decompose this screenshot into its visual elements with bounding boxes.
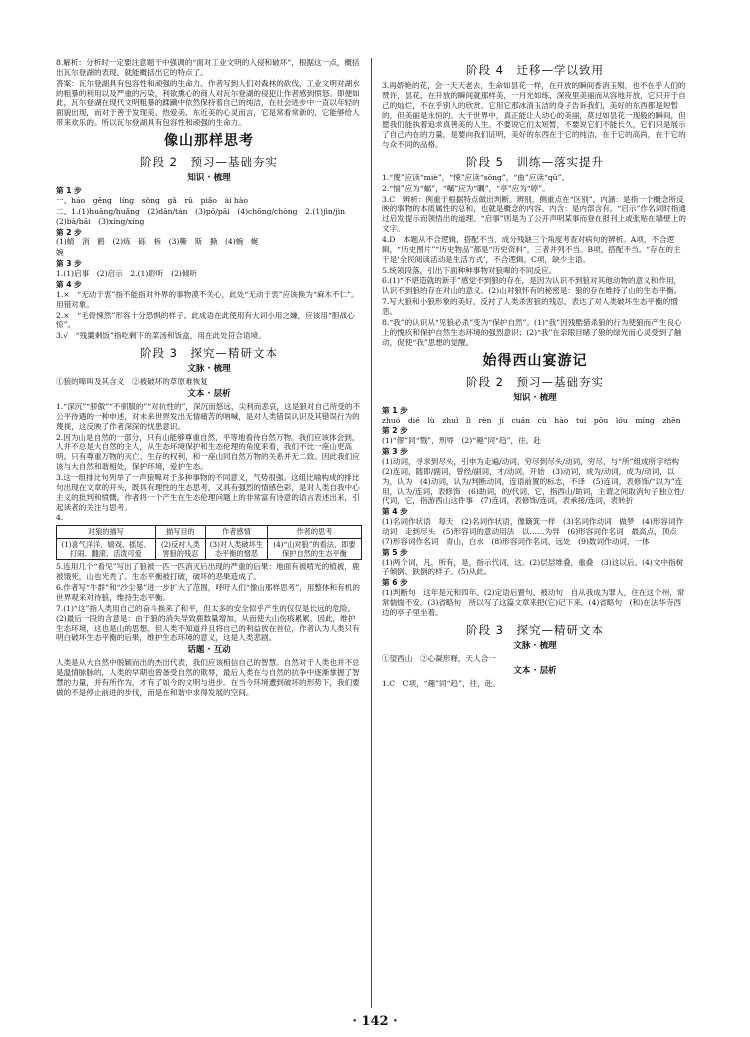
paragraph: 1.C C项，“趣”同“趋”，往，赴。 — [382, 678, 500, 688]
step-label: 第 2 步 — [382, 426, 408, 436]
stage-heading: 阶段 3 探究—精研文本 — [466, 622, 604, 637]
paragraph: 人类是从大自然中脱颖而出的杰出代表，我们应该相信自己的智慧。自然对于人类也并不总是温情脉脉的，人类的早期也曾备受自然的欺辱，最后人类在与自然的抗争中逐渐掌握了智慧的力量，并有所作为，才有了如今的文明与进步。在当今环境遭到破坏的形势下，我们要做的不是停止前进的步伐，而是在和谐中求得发展的空间。 — [56, 658, 360, 697]
paragraph: 二、1.(1)huāng/huǎng (2)dān/tán (3)pō/pāi (4)chōng/chòng 2.(1)jìn/jìn (2)bà/bāi (3)xíng/xíng — [56, 206, 353, 226]
paragraph: (1)判断句 这年是元和四年。(2)定语后置句、被动句 自从我成为罪人，住在这个州，常常惴惴不安。(3)省略句 所以写了这篇文章来把(它)记下来。(4)省略句 (和)在法华寺西边的亭子里坐着。 — [382, 588, 685, 617]
paragraph: 6.(1)“不堪造就的新手”感觉不到狼的存在，是因为认识不到狼对其他动物的意义和作用，认识不到狼的存在对山的意义。(2)山对狼怀有的秘密是：狼的存在维持了山的生态平衡。 — [382, 276, 682, 296]
paragraph: 6.作者写“牛群”和“沙尘暴”进一步扩大了范围，呼吁人们“像山那样思考”，用整体和有机的世界观来对待狼，维持生态平衡。 — [56, 583, 360, 602]
paragraph: 3.这一组排比句列举了一声狼嗥对于多种事物的不同意义，气势很强。这组比喻构成的排比句出现在文章的开头，既具有理性的生态思考，又具有强烈的情感色彩，是对人类自我中心主义的批判和愤慨。作者将一个产生在生态伦理问题上的非常富有诗意的语言表述出来，引起读者的关注与思考。 — [56, 472, 360, 512]
left-column — [56, 58, 362, 1008]
step-label: 第 3 步 — [56, 259, 82, 269]
stage-heading: 阶段 2 预习—基础夯实 — [466, 374, 604, 389]
table-cell: (2)反衬人类害狼的残忍 — [155, 538, 205, 560]
section-heading: 话题 · 互动 — [187, 645, 231, 656]
paragraph: (1)“僇”同“戮”，刑辱 (2)“趣”同“趋”，往，赴 — [382, 436, 541, 446]
paragraph: 4. — [56, 513, 64, 523]
paragraph: 3.再娇艳的花，会一天天老去，生命如昙花一样，在开放的瞬间香消玉殒，也不在乎人们的赞许，昙花，在开放的瞬间就那样美，一月光如练，深夜里美丽而从容地开放，它只开于自己的灿烂，不在乎别人的欣赏。它用它那冰清玉洁的身子告诉我们，美好的东西都是短暂的，但美丽是永恒的。大千世界中，真正能让人动心的美丽，莫过如昙花一现般的瞬间，但愿我们能执着追求真善美的人生。不要说它们太短暂，不要说它们不能长久，它们只是展示了自己内在的力量，是要向我们证明，美好的东西在于它的纯洁，在于它的高尚，在于它的与众不同的品格。 — [382, 80, 686, 150]
section-heading: 文脉 · 梳理 — [187, 364, 231, 375]
paragraph: 5.统领段落，引出下面种种事物对狼嗥的不同反应。 — [382, 265, 557, 275]
paragraph: 4.D 本题从不合逻辑、搭配不当、成分残缺三个角度考查对病句的辨析。A项，不合逻辑，“历史图片”“历史物品”都是“历史资料”，三者并列不当。B项，搭配不当。“存在的主干是‘全民阅读活动是生活方式’，不合逻辑。C项，缺少主语。 — [382, 235, 681, 264]
step-label: 第 3 步 — [382, 447, 408, 457]
section-heading: 文本 · 层析 — [513, 665, 557, 676]
stage-heading: 阶段 3 探究—精研文本 — [140, 346, 278, 361]
section-heading: 文本 · 层析 — [187, 388, 231, 399]
paragraph: 1.“蔑”应读“miè”，“悚”应读“sǒng”，“曲”应读“qū”。 — [382, 172, 570, 182]
paragraph: (1)动词，寻求到尽头，引申为走遍/动词，穷尽到尽头/动词，穷尽，与“所”组成所字结构 (2)连词，随即/副词，曾经/副词，才/动词，开始 (3)动词，成为/动词，成为/动词，以为，认为 (4)动词，认为/判断动词，连语前置的标志，不译 (5)连词，表修饰/“以为”连用，认为/连词，表修饰 (6)助词，的/代词，它，指西山/助词，主谓之间取消句子独立性/代词，它，指游西山这件事 (7)连词，表修饰/连词，表承接/连词，表转折 — [382, 456, 687, 506]
paragraph: 一、háo gēng líng sǒng gǎ rǔ piǎo ài hào — [56, 196, 248, 206]
paragraph: 1.“深沉”“骄傲”“不驯服的”“对抗性的”，深沉而悠远，尖利而悲哀，这是狼对自己所受的不公平待遇的一种申述，对未来世界发出无情痛苦的呐喊，是对人类错误认识及其错误行为的蔑视，这反映了作者深深的忧患意识。 — [56, 401, 361, 431]
paragraph: 3.C 辨析：例重于根据特点做出判断。辨别，侧重点在“区别”。内涵：是指一个概念所反映的事物的本质属性的总和，也就是概念的内容。内含：是内部含有。“启示”作名词时指通过启发提示而领悟出的道理。“启事”则是为了公开声明某事而登在报刊上或张贴在墙壁上的文字。 — [382, 194, 686, 234]
section-heading: 知识 · 梳理 — [187, 173, 231, 184]
step-label: 第 5 步 — [382, 547, 408, 557]
page-number: · 142 · — [352, 1014, 398, 1029]
paragraph: 答案：瓦尔登湖具有包容性和顽强的生命力。作者写到人们对森林的砍伐，工业文明对湖水的粗暴的利用以及严重的污染，利欲熏心的商人对瓦尔登湖的侵犯让作者感到愤怒。即便如此，瓦尔登湖在现代文明粗暴的蹂躏中依然保持着自己的纯洁，在社会进步中一直以年轻的面貌出现，而对于善于发现美、热爱美、东近美的心灵而言，它是常看常新的，它能够给人带来欢乐的。所以瓦尔登湖具有包容性和顽强的生命力。 — [56, 78, 360, 128]
step-label: 第 4 步 — [56, 279, 82, 289]
column-divider — [371, 58, 372, 1008]
table-header: 作者的思考 — [267, 526, 361, 538]
section-heading: 文脉 · 梳理 — [513, 640, 557, 651]
paragraph: 1.(1)启事 (2)启示 2.(1)聆听 (2)倾听 — [56, 269, 198, 279]
paragraph: (1)两个词，凡，所有，是，指示代词，这。(2)层层堆叠，重叠 (3)这以后。(4)文中指树子倾倒、趺倒的样子。(5)从此。 — [382, 557, 684, 577]
step-label: 第 1 步 — [56, 186, 82, 196]
right-column — [382, 58, 688, 1008]
lesson-title: 始得西山宴游记 — [482, 352, 588, 369]
stage-heading: 阶段 5 训练—落实提升 — [466, 154, 604, 169]
paragraph: 2.“愊”应为“蝠”，“嘱”应为“瞩”，“亭”应为“婷”。 — [382, 183, 550, 193]
paragraph: (1)蜻 消 鹤 (2)炼 砾 柝 (3)嘶 斯 撕 (4)蜿 蜒 — [56, 237, 259, 247]
stage-heading: 阶段 2 预习—基础夯实 — [140, 155, 278, 170]
stage-heading: 阶段 4 迁移—学以致用 — [466, 63, 604, 77]
step-label: 第 4 步 — [382, 507, 408, 517]
paragraph: (1)名词作状语 每天 (2)名词作状语，像簸箕一样 (3)名词作动词 做梦 (4)形容词作动词 走到尽头 (5)形容词的意动用法 以……为异 (6)形容词作名词 最高点，顶点 (7)形容词作名词 青山，白水 (8)形容词作名词，远处 (9)数词作动词，一体 — [382, 517, 685, 546]
paragraph: 2.因为山是自然的一部分，只有山能够尊重自然，平等地看待自然万物。我们应该体会到，人并不总是大自然的主人，从生态环境保护和生态伦理的角度来看，我们不比一座山更高明。只有尊重万物的灭亡、生存的权利，和一座山同自然万物的关系并无二致。因此我们应该与大自然和谐相处，保护环境，爱护生态。 — [56, 432, 360, 472]
paragraph: 7.写大狼和小狼形象的美好，反衬了人类杀害狼的残忍，表达了对人类破坏生态平衡的憎恶。 — [382, 297, 678, 317]
paragraph: 7.(1)“这”指人类用自己的奋斗换来了和平，但太多的安全似乎产生的仅仅是长远的危险。(2)最后一段的含意是：由于狼的消失导致鹿数量增加，从而使大山伤痕累累，因此，维护生态环境，这也是山的思想。但人类不知道并且将自己的利益放在首位，作者认为人类只有明白破坏生态平衡的后果，维护生态环境的意义，这是人类悲剧。 — [56, 603, 360, 643]
paragraph: 婉 — [56, 248, 64, 258]
paragraph: 1.× “无动于衷”指不能指对外界的事物漠不关心，此处“无动于衷”应该换为“麻木不仁”。用错对象。 — [56, 289, 359, 309]
table-header: 作者感情 — [205, 526, 267, 538]
paragraph: 3.√ “残羹剩饭”指吃剩下的菜汤和饭盒，用在此处符合语境。 — [56, 331, 266, 341]
paragraph: ①望西山 ②心凝形释，天人合一 — [382, 653, 496, 663]
thinking-table — [56, 525, 362, 560]
step-label: 第 2 步 — [56, 227, 82, 237]
table-cell: (4)“山对狼”的看法，即要保护自然的生态平衡 — [267, 538, 361, 560]
lesson-title: 像山那样思考 — [164, 133, 254, 150]
section-heading: 知识 · 梳理 — [513, 392, 557, 403]
paragraph: zhuó dié lù zhuì lì rèn jí cuán cù hào tuí pǒu lóu míng zhēn — [382, 415, 681, 425]
paragraph: 2.× “毛骨悚然”形容十分恐惧的样子。此成语在此使用有大词小用之嫌，应该用“胆战心惊”。 — [56, 310, 355, 330]
paragraph: 8.解析：分析时一定要注意题干中强调的“面对工业文明的入侵和破坏”，根据这一点，概括出瓦尔登湖的表现，就能概括出它的特点了。 — [56, 58, 360, 77]
paragraph: 8.“我”的认识从“见狼必杀”变为“保护自然”。(1)“我”因残酷猎杀狼的行为使狼而产生良心上的愧疚和保护自然生态环境的强烈意识；(2)“我”在亲眼目睹了狼的绿光而心灵受到了触动，促使“我”思想的觉醒。 — [382, 317, 682, 347]
paragraph: 5.连用几个“看见”写出了狼被一匹一匹消灭后出现的严重的后果：地面有被啃光的植被，鹿被饿死，山也光秃了。生态平衡被打破，破坏的恶果造成了。 — [56, 562, 360, 582]
table-header: 对狼的描写 — [57, 526, 156, 538]
table-header: 描写目的 — [155, 526, 205, 538]
table-cell: (1)喜气洋洋、嬉戏、摇尾、打闹、翻滚、活泼可爱 — [57, 538, 156, 560]
step-label: 第 1 步 — [382, 405, 408, 415]
step-label: 第 6 步 — [382, 578, 408, 588]
table-cell: (3)对人类破坏生态平衡的憎恶 — [205, 538, 267, 560]
paragraph: ①狼的嗥叫及其含义 ②被破坏的草原难恢复 — [56, 377, 208, 387]
